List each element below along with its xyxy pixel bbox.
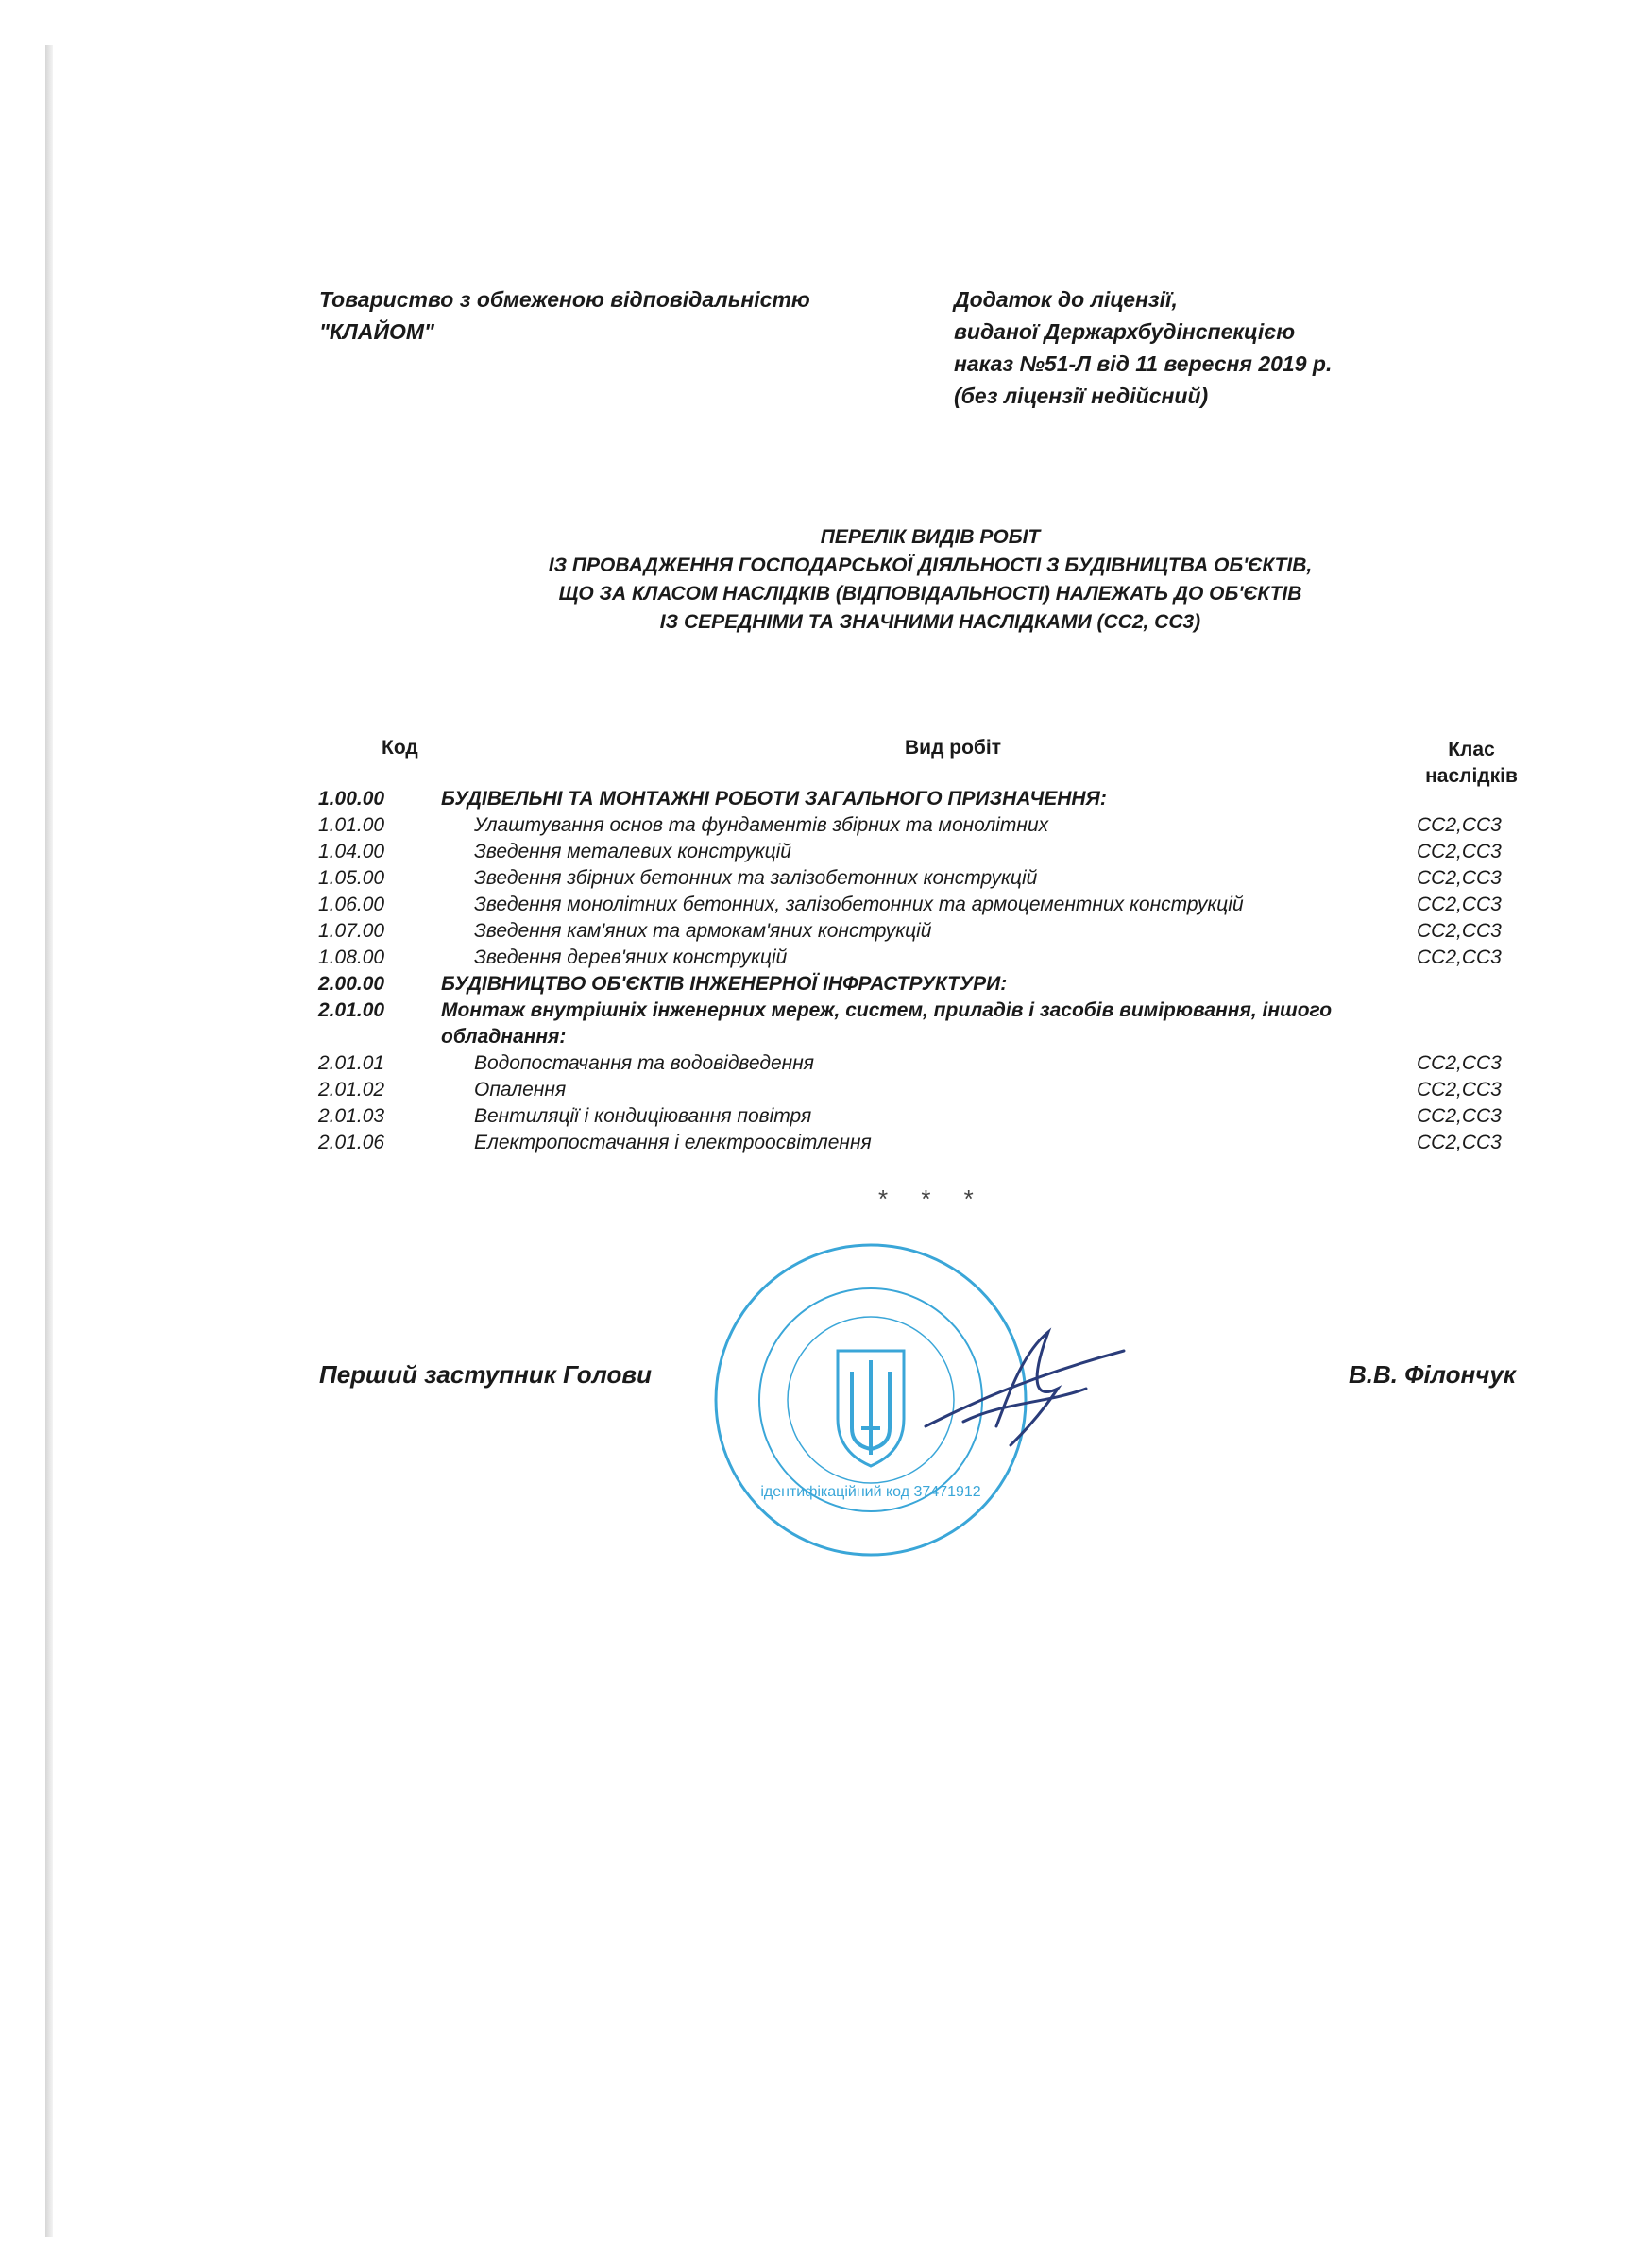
row-name: Зведення збірних бетонних та залізобетонних конструкцій — [474, 867, 1038, 889]
row-name: БУДІВЕЛЬНІ ТА МОНТАЖНІ РОБОТИ ЗАГАЛЬНОГО ПРИЗНАЧЕННЯ: — [441, 788, 1107, 810]
column-header-work: Вид робіт — [905, 737, 1001, 759]
row-class: СС2,СС3 — [1417, 1105, 1502, 1127]
handwritten-signature-icon — [907, 1313, 1133, 1464]
row-class: СС2,СС3 — [1417, 814, 1502, 836]
title-line: ПЕРЕЛІК ВИДІВ РОБІТ — [820, 526, 1041, 548]
row-code: 2.00.00 — [318, 973, 385, 995]
table-row — [318, 839, 1546, 865]
row-class: СС2,СС3 — [1417, 1132, 1502, 1153]
signatory-position: Перший заступник Голови — [319, 1360, 652, 1389]
title-line: ЩО ЗА КЛАСОМ НАСЛІДКІВ (ВІДПОВІДАЛЬНОСТІ) НАЛЕЖАТЬ ДО ОБ'ЄКТІВ — [558, 583, 1302, 605]
table-row — [318, 918, 1546, 945]
row-name: Зведення кам'яних та армокам'яних конструкцій — [474, 920, 932, 942]
row-code: 1.00.00 — [318, 788, 385, 810]
row-code: 2.01.06 — [318, 1132, 385, 1153]
row-code: 1.04.00 — [318, 841, 385, 862]
document-title — [321, 523, 1539, 637]
row-code: 1.08.00 — [318, 946, 385, 968]
row-name: Зведення монолітних бетонних, залізобетонних та армоцементних конструкцій — [474, 894, 1244, 915]
row-class: СС2,СС3 — [1417, 867, 1502, 889]
table-row — [318, 971, 1546, 998]
row-code: 2.01.02 — [318, 1079, 385, 1100]
section-separator: * * * — [878, 1185, 987, 1213]
table-row — [318, 1050, 1546, 1077]
row-code: 2.01.00 — [318, 999, 385, 1021]
table-row — [318, 865, 1546, 892]
row-code: 2.01.01 — [318, 1052, 385, 1074]
company-line: Товариство з обмеженою відповідальністю — [319, 287, 810, 312]
table-row — [318, 998, 1546, 1050]
title-line: ІЗ СЕРЕДНІМИ ТА ЗНАЧНИМИ НАСЛІДКАМИ (СС2, СС3) — [659, 611, 1201, 633]
row-class: СС2,СС3 — [1417, 1052, 1502, 1074]
annex-line: (без ліцензії недійсний) — [954, 384, 1209, 408]
works-table — [318, 786, 1546, 1156]
column-header-code: Код — [382, 737, 418, 759]
row-code: 1.05.00 — [318, 867, 385, 889]
row-name: Монтаж внутрішніх інженерних мереж, систем, приладів і засобів вимірювання, іншого обладнання: — [441, 999, 1333, 1048]
column-header-class-line: Клас — [1448, 739, 1495, 760]
row-name: Вентиляції і кондиціювання повітря — [474, 1105, 812, 1127]
scan-edge-shadow — [45, 45, 53, 2237]
seal-inner-text: ідентифікаційний код 37471912 — [760, 1484, 981, 1500]
row-class: СС2,СС3 — [1417, 894, 1502, 915]
table-row — [318, 1103, 1546, 1130]
row-name: Водопостачання та водовідведення — [474, 1052, 814, 1074]
row-class: СС2,СС3 — [1417, 946, 1502, 968]
row-name: БУДІВНИЦТВО ОБ'ЄКТІВ ІНЖЕНЕРНОЇ ІНФРАСТРУКТУРИ: — [441, 973, 1008, 995]
row-code: 1.01.00 — [318, 814, 385, 836]
row-name: Опалення — [474, 1079, 567, 1100]
row-name: Зведення металевих конструкцій — [474, 841, 791, 862]
table-row — [318, 812, 1546, 839]
company-block — [319, 283, 810, 348]
annex-line: наказ №51-Л від 11 вересня 2019 р. — [954, 351, 1333, 376]
row-name: Зведення дерев'яних конструкцій — [474, 946, 788, 968]
company-name: "КЛАЙОМ" — [319, 319, 434, 344]
annex-line: Додаток до ліцензії, — [954, 287, 1178, 312]
signatory-name: В.В. Філончук — [1349, 1360, 1516, 1389]
row-code: 1.07.00 — [318, 920, 385, 942]
table-row — [318, 1077, 1546, 1103]
table-row — [318, 786, 1546, 812]
row-code: 1.06.00 — [318, 894, 385, 915]
table-row — [318, 892, 1546, 918]
row-class: СС2,СС3 — [1417, 841, 1502, 862]
row-code: 2.01.03 — [318, 1105, 385, 1127]
row-class: СС2,СС3 — [1417, 1079, 1502, 1100]
column-header-class — [1415, 737, 1528, 790]
column-header-class-line: наслідків — [1425, 765, 1518, 787]
annex-line: виданої Держархбудінспекцією — [954, 319, 1296, 344]
row-name: Улаштування основ та фундаментів збірних та монолітних — [474, 814, 1049, 836]
license-annex-block — [954, 283, 1332, 412]
table-row — [318, 945, 1546, 971]
table-row — [318, 1130, 1546, 1156]
row-name: Електропостачання і електроосвітлення — [474, 1132, 872, 1153]
title-line: ІЗ ПРОВАДЖЕННЯ ГОСПОДАРСЬКОЇ ДІЯЛЬНОСТІ З БУДІВНИЦТВА ОБ'ЄКТІВ, — [548, 554, 1313, 576]
row-class: СС2,СС3 — [1417, 920, 1502, 942]
